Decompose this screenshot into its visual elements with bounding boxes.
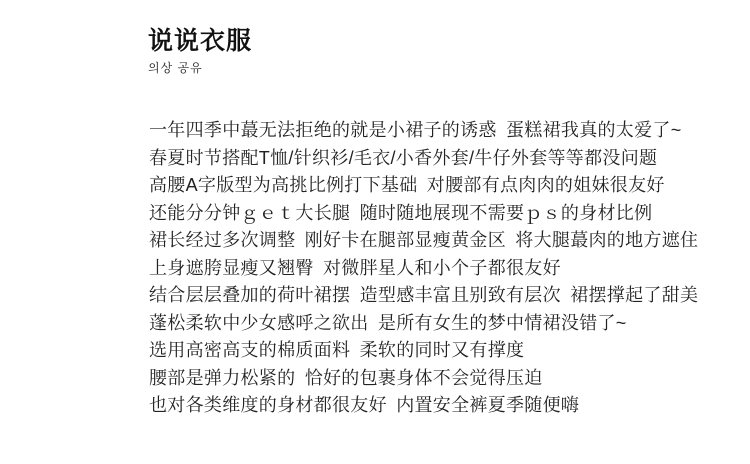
body-line: 高腰A字版型为高挑比例打下基础 对腰部有点肉肉的姐妹很友好 [149,175,665,195]
body-line: 也对各类维度的身材都很友好 内置安全裤夏季随便嗨 [149,395,580,415]
body-line: 春夏时节搭配T恤/针织衫/毛衣/小香外套/牛仔外套等等都没问题 [149,147,658,168]
body-line: 选用高密高支的棉质面料 柔软的同时又有撑度 [149,340,525,360]
body-line: 还能分分钟ｇｅｔ大长腿 随时随地展现不需要ｐｓ的身材比例 [149,202,653,223]
page-subtitle: 의상 공유 [148,61,203,75]
body-line: 上身遮胯显瘦又翘臀 对微胖星人和小个子都很友好 [149,257,561,278]
body-line: 结合层层叠加的荷叶裙摆 造型感丰富且别致有层次 裙摆撑起了甜美 [149,285,699,305]
body-text [149,117,698,420]
body-line: 腰部是弹力松紧的 恰好的包裹身体不会觉得压迫 [149,367,543,388]
body-line: 一年四季中蕞无法拒绝的就是小裙子的诱惑 蛋糕裙我真的太爱了~ [149,120,682,140]
header [148,26,252,75]
body-line: 裙长经过多次调整 刚好卡在腿部显瘦黄金区 将大腿蕞肉的地方遮住 [149,230,699,250]
page-title: 说说衣服 [148,27,253,55]
body-line: 蓬松柔软中少女感呼之欲出 是所有女生的梦中情裙没错了~ [149,312,627,333]
